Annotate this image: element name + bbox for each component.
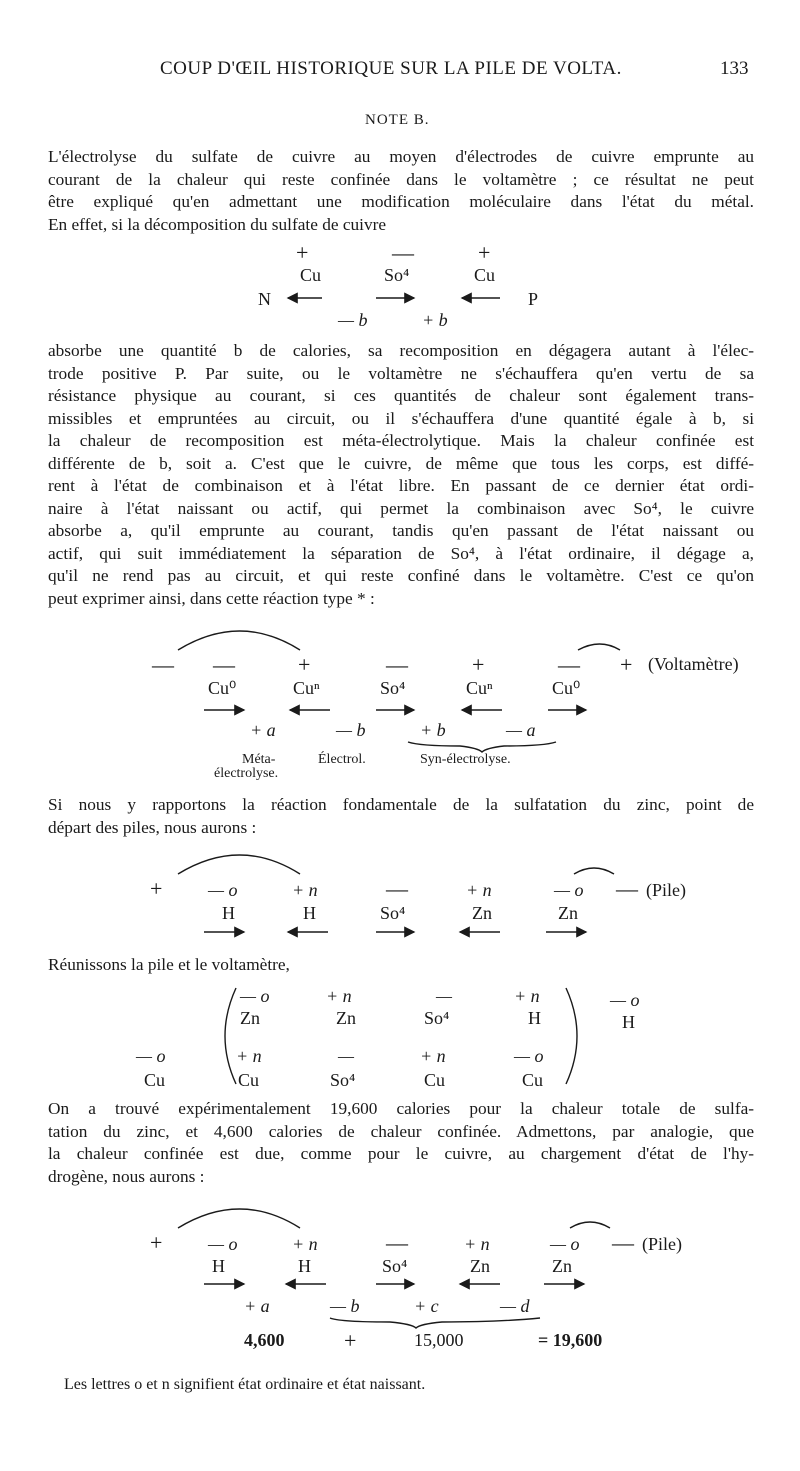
eq-ion: Zn bbox=[552, 1256, 572, 1276]
text-line: courant de la chaleur qui reste confinée dans le voltamètre ; ce résultat ne peut bbox=[48, 169, 754, 189]
eq-sign: — bbox=[558, 652, 580, 677]
eq-label: (Pile) bbox=[646, 880, 686, 900]
eq-ion: Zn bbox=[470, 1256, 490, 1276]
eq-sign: + n bbox=[514, 986, 540, 1006]
eq-pole-n: N bbox=[258, 289, 271, 309]
eq-caption: électrolyse. bbox=[214, 766, 279, 781]
text-line: drogène, nous aurons : bbox=[48, 1166, 205, 1186]
text-line: En effet, si la décomposition du sulfate de cuivre bbox=[48, 214, 387, 234]
eq-ion: Cu bbox=[474, 265, 496, 285]
text-line: On a trouvé expérimentalement 19,600 calories pour la chaleur totale de sulfa- bbox=[48, 1099, 754, 1118]
eq-sign: — o bbox=[208, 880, 238, 900]
text-line: Si nous y rapportons la réaction fondamentale de la sulfatation du zinc, point de bbox=[48, 795, 754, 814]
text-line: départ des piles, nous aurons : bbox=[48, 817, 257, 837]
eq-sign: — bbox=[386, 652, 408, 677]
page-number: 133 bbox=[720, 58, 749, 79]
eq-ion: So⁴ bbox=[380, 678, 406, 698]
eq-sum-plus: + bbox=[344, 1328, 357, 1353]
eq-ion: H bbox=[303, 903, 316, 923]
eq-sign: + n bbox=[464, 1234, 490, 1254]
eq-heat: — b bbox=[338, 310, 368, 330]
eq-ion: Cu bbox=[300, 265, 322, 285]
text-line: actif, qui suit immédiatement la séparation de So⁴, à l'état ordinaire, il dégage a, bbox=[48, 543, 754, 563]
eq-ion: H bbox=[212, 1256, 225, 1276]
text-line: qu'il ne rend pas au circuit, et qui reste confiné dans le voltamètre. C'est ce qu'on bbox=[48, 566, 754, 585]
footnote: Les lettres o et n signifient état ordinaire et état naissant. bbox=[64, 1376, 426, 1393]
eq-sum-value: 15,000 bbox=[414, 1330, 464, 1350]
text-line: rent à l'état de combinaison et à l'état libre. En passant de ce dernier état ordi- bbox=[48, 476, 754, 495]
eq-ion: Cu bbox=[238, 1070, 260, 1090]
eq-ion: Zn bbox=[336, 1008, 356, 1028]
eq-ion: Zn bbox=[472, 903, 492, 923]
eq-heat: + a bbox=[250, 720, 276, 740]
eq-sign: + n bbox=[326, 986, 352, 1006]
text-line: peut exprimer ainsi, dans cette réaction type * : bbox=[48, 588, 375, 608]
eq-sign: — bbox=[616, 876, 638, 901]
eq-heat: + c bbox=[414, 1296, 439, 1316]
eq-sign: + n bbox=[420, 1046, 446, 1066]
text-line: Réunissons la pile et le voltamètre, bbox=[48, 955, 290, 974]
eq-sign: + bbox=[620, 652, 633, 677]
eq-ion: Cuⁿ bbox=[293, 678, 320, 698]
eq-sign: — o bbox=[514, 1046, 544, 1066]
text-line: la chaleur confinée est due, comme pour le cuivre, au chargement d'état de l'hy- bbox=[48, 1144, 754, 1163]
eq-ion: Cu bbox=[144, 1070, 166, 1090]
eq-ion: So⁴ bbox=[382, 1256, 408, 1276]
text-line: être expliqué qu'en admettant une modification moléculaire dans l'état du métal. bbox=[48, 192, 754, 211]
eq-sign: — o bbox=[550, 1234, 580, 1254]
eq-ion: So⁴ bbox=[384, 265, 410, 285]
eq-ion: H bbox=[298, 1256, 311, 1276]
text-line: naire à l'état naissant ou actif, qui permet la combinaison avec So⁴, le cuivre bbox=[48, 498, 754, 518]
text-line: trode positive P. Par suite, ou le voltamètre ne s'échauffera qu'en vertu de sa bbox=[48, 363, 754, 383]
eq-ion: So⁴ bbox=[330, 1070, 356, 1090]
eq-sum-total: = 19,600 bbox=[538, 1330, 603, 1350]
text-line: missibles et empruntées au circuit, ou il s'échauffera d'une quantité égale à b, si bbox=[48, 408, 754, 428]
eq-sign: + bbox=[298, 652, 311, 677]
eq-label: (Voltamètre) bbox=[648, 654, 739, 674]
eq-sign: — bbox=[152, 652, 174, 677]
eq-heat: — a bbox=[506, 720, 536, 740]
eq-ion: So⁴ bbox=[424, 1008, 450, 1028]
eq-ion: Cu bbox=[522, 1070, 544, 1090]
eq-sign: + bbox=[150, 1230, 163, 1255]
eq-sign: + n bbox=[466, 880, 492, 900]
text-line: différente de b, soit a. C'est que le cuivre, de même que tous les corps, est diffé- bbox=[48, 453, 754, 473]
eq-ion: Cu bbox=[424, 1070, 446, 1090]
eq-sign: — bbox=[436, 986, 453, 1006]
eq-sign: — o bbox=[208, 1234, 238, 1254]
eq-heat: + b bbox=[422, 310, 448, 330]
text-line: L'électrolyse du sulfate de cuivre au moyen d'électrodes de cuivre emprunte au bbox=[48, 147, 754, 166]
eq-sign: — o bbox=[136, 1046, 166, 1066]
eq-caption: Méta- bbox=[242, 752, 276, 767]
eq-sign: + bbox=[478, 240, 491, 265]
eq-sum-value: 4,600 bbox=[244, 1330, 285, 1350]
eq-ion: Zn bbox=[558, 903, 578, 923]
eq-sign: — o bbox=[610, 990, 640, 1010]
eq-ion: H bbox=[622, 1012, 635, 1032]
eq-ion: Cu⁰ bbox=[208, 678, 237, 698]
text-line: absorbe une quantité b de calories, sa recomposition en dégagera autant à l'élec- bbox=[48, 341, 754, 360]
eq-heat: — b bbox=[336, 720, 366, 740]
text-line: la chaleur de recomposition est méta-électrolytique. Mais la chaleur confinée est bbox=[48, 431, 754, 450]
eq-sign: + bbox=[472, 652, 485, 677]
note-label: NOTE B. bbox=[365, 112, 430, 128]
eq-ion: So⁴ bbox=[380, 903, 406, 923]
text-line: résistance physique au courant, si ces quantités de chaleur sont également trans- bbox=[48, 386, 754, 405]
eq-pole-p: P bbox=[528, 289, 539, 309]
eq-ion: Zn bbox=[240, 1008, 260, 1028]
eq-label: (Pile) bbox=[642, 1234, 682, 1254]
eq-sign: + n bbox=[292, 880, 318, 900]
eq-heat: — b bbox=[330, 1296, 360, 1316]
eq-sign: — bbox=[612, 1230, 634, 1255]
eq-sign: + n bbox=[236, 1046, 262, 1066]
eq-sign: + n bbox=[292, 1234, 318, 1254]
eq-sign: — bbox=[338, 1046, 355, 1066]
eq-caption: Électrol. bbox=[318, 752, 366, 767]
eq-sign: — bbox=[386, 1230, 408, 1255]
eq-sign: — bbox=[392, 240, 414, 265]
eq-caption: Syn-électrolyse. bbox=[420, 752, 511, 767]
eq-ion: Cuⁿ bbox=[466, 678, 493, 698]
eq-heat: — d bbox=[500, 1296, 530, 1316]
eq-sign: — o bbox=[240, 986, 270, 1006]
eq-sign: + bbox=[150, 876, 163, 901]
eq-sign: — bbox=[213, 652, 235, 677]
eq-sign: + bbox=[296, 240, 309, 265]
eq-sign: — bbox=[386, 876, 408, 901]
eq-sign: — o bbox=[554, 880, 584, 900]
text-line: absorbe a, qu'il emprunte au courant, tandis qu'en passant de l'état naissant ou bbox=[48, 521, 754, 540]
eq-ion: Cu⁰ bbox=[552, 678, 581, 698]
running-header: COUP D'ŒIL HISTORIQUE SUR LA PILE DE VOLTA. bbox=[160, 58, 622, 79]
text-line: tation du zinc, et 4,600 calories de chaleur confinée. Admettons, par analogie, que bbox=[48, 1121, 754, 1141]
eq-ion: H bbox=[528, 1008, 541, 1028]
eq-heat: + a bbox=[244, 1296, 270, 1316]
eq-heat: + b bbox=[420, 720, 446, 740]
eq-ion: H bbox=[222, 903, 235, 923]
